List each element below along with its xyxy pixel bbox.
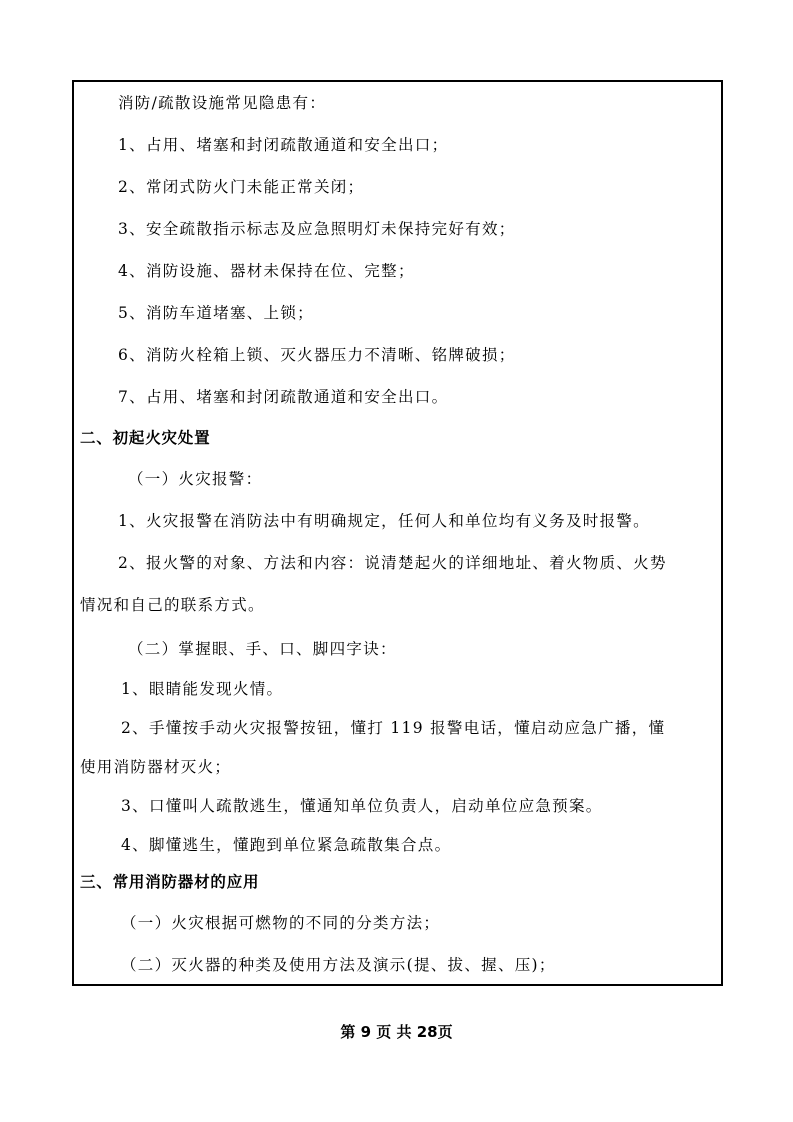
equipment-item-2: （二）灭火器的种类及使用方法及演示(提、拔、握、压)； xyxy=(121,956,556,974)
subsection-four-words: （二）掌握眼、手、口、脚四字诀： xyxy=(128,640,397,658)
four-words-item-4: 4、脚懂逃生，懂跑到单位紧急疏散集合点。 xyxy=(121,836,452,854)
hazard-item-2: 2、常闭式防火门未能正常关闭； xyxy=(118,178,365,196)
hazard-item-6: 6、消防火栓箱上锁、灭火器压力不清晰、铭牌破损； xyxy=(118,346,516,364)
four-words-item-2-cont: 使用消防器材灭火； xyxy=(80,758,232,776)
four-words-item-1: 1、眼睛能发现火情。 xyxy=(121,680,284,698)
page-number: 第 9 页 共 28页 xyxy=(340,1023,453,1041)
hazard-item-4: 4、消防设施、器材未保持在位、完整； xyxy=(118,262,415,280)
hazard-item-1: 1、占用、堵塞和封闭疏散通道和安全出口； xyxy=(118,136,449,154)
alarm-item-2-cont: 情况和自己的联系方式。 xyxy=(80,596,265,614)
alarm-item-1: 1、火灾报警在消防法中有明确规定，任何人和单位均有义务及时报警。 xyxy=(118,512,650,530)
subsection-fire-alarm: （一）火灾报警： xyxy=(128,470,263,488)
four-words-item-2: 2、手懂按手动火灾报警按钮，懂打 119 报警电话，懂启动应急广播，懂 xyxy=(121,719,666,737)
hazard-item-5: 5、消防车道堵塞、上锁； xyxy=(118,304,314,322)
hazard-item-3: 3、安全疏散指示标志及应急照明灯未保持完好有效； xyxy=(118,220,516,238)
equipment-item-1: （一）火灾根据可燃物的不同的分类方法； xyxy=(121,914,441,932)
four-words-item-3: 3、口懂叫人疏散逃生，懂通知单位负责人，启动单位应急预案。 xyxy=(121,797,603,815)
intro-line: 消防/疏散设施常见隐患有： xyxy=(118,94,327,112)
section-heading-3: 三、常用消防器材的应用 xyxy=(80,873,260,891)
alarm-item-2: 2、报火警的对象、方法和内容：说清楚起火的详细地址、着火物质、火势 xyxy=(118,554,667,572)
section-heading-2: 二、初起火灾处置 xyxy=(80,429,211,447)
hazard-item-7: 7、占用、堵塞和封闭疏散通道和安全出口。 xyxy=(118,388,449,406)
